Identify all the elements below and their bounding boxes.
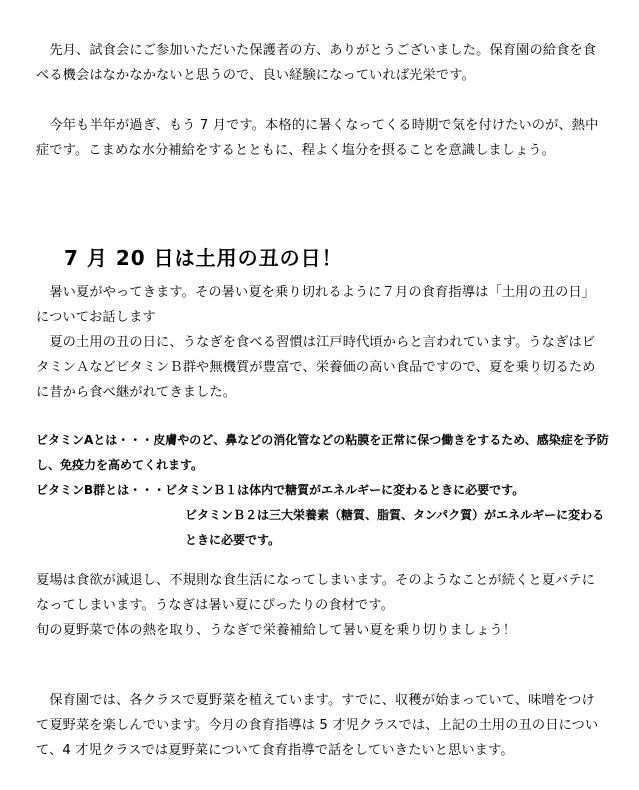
summer-vegetables-paragraph: 旬の夏野菜で体の熱を取り、うなぎで栄養補給して暑い夏を乗り切りましょう！ [36, 623, 517, 638]
section-heading: 7 月 20 日は土用の丑の日！ [64, 246, 343, 270]
vitamin-b2-note: ビタミンＢ２は三大栄養素（糖質、脂質、タンパク質）がエネルギーに変わるときに必要です。 [185, 508, 605, 547]
section-paragraph-intro: 暑い夏がやってきます。その暑い夏を乗り切れるように７月の食育指導は「土用の丑の日」についてお話します [36, 285, 596, 325]
vitamin-a-note: ビタミンAとは・・・皮膚やのど、鼻などの消化管などの粘膜を正常に保つ働きをするため、感染症を予防し、免疫力を高めてくれます。 [36, 433, 609, 472]
vitamin-b-note: ビタミンB群とは・・・ビタミンＢ１は体内で糖質がエネルギーに変わるときに必要です。 [36, 483, 525, 497]
section-paragraph-eel: 夏の土用の丑の日に、うなぎを食べる習慣は江戸時代頃からと言われています。うなぎはビタミンＡなどビタミンＢ群や無機質が豊富で、栄養価の高い食品ですので、夏を乗り切るために昔から食べ継がれてきました。 [36, 335, 596, 400]
closing-paragraph: 保育園では、各クラスで夏野菜を植えています。すでに、収穫が始まっていて、味噌をつけて夏野菜を楽しんでいます。今月の食育指導は 5 才児クラスでは、上記の土用の丑の日について、4 才児クラスでは夏野菜について食育指導で話をしていきたいと思います。 [36, 693, 599, 758]
intro-paragraph-thanks: 先月、試食会にご参加いただいた保護者の方、ありがとうございました。保育園の給食を食べる機会はなかなかないと思うので、良い経験になっていれば光栄です。 [36, 43, 597, 83]
intro-paragraph-heatstroke: 今年も半年が過ぎ、もう 7 月です。本格的に暑くなってくる時期で気を付けたいのが、熱中症です。こまめな水分補給をするとともに、程よく塩分を摂ることを意識しましょう。 [36, 118, 599, 158]
summer-paragraph: 夏場は食欲が減退し、不規則な食生活になってしまいます。そのようなことが続くと夏バテになってしまいます。うなぎは暑い夏にぴったりの食材です。 [36, 573, 596, 613]
